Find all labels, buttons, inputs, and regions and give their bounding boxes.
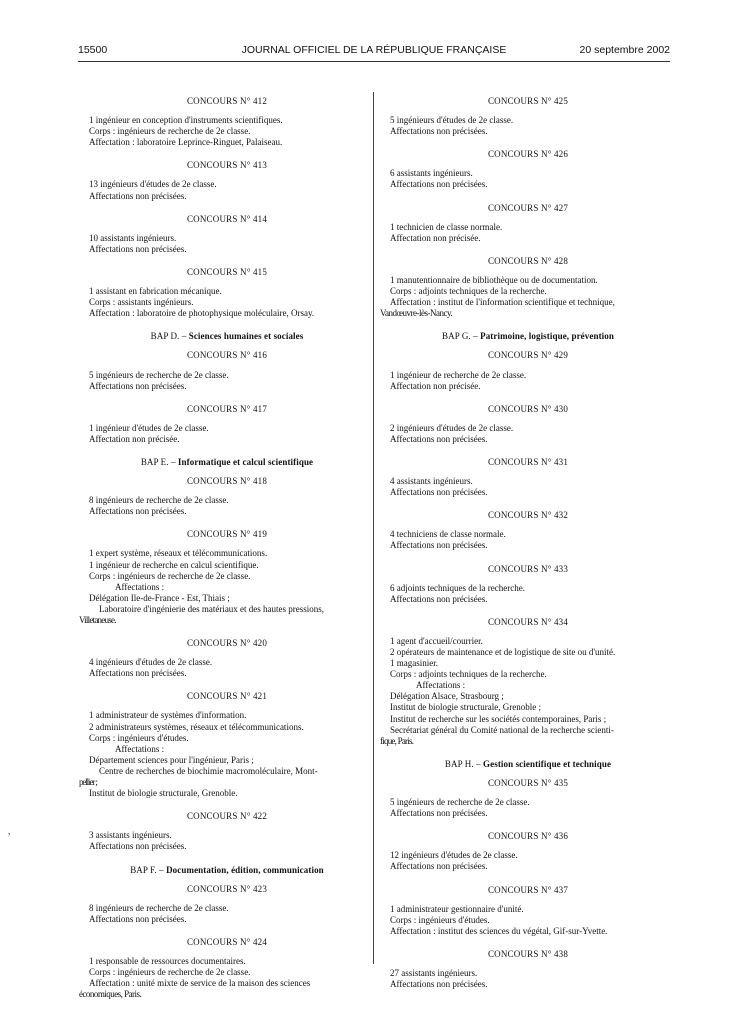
concours-title: CONCOURS N° 435 [487, 777, 569, 788]
concours-block [390, 778, 666, 831]
block-spacer [89, 202, 365, 214]
concours-block [89, 404, 365, 457]
concours-title: CONCOURS N° 425 [487, 96, 569, 106]
concours-title: CONCOURS N° 432 [487, 510, 569, 521]
concours-line: Affectation non précisée. [390, 232, 481, 243]
concours-line: Affectations : [416, 680, 466, 691]
column-divider [373, 92, 374, 964]
concours-title: CONCOURS N° 418 [186, 476, 268, 487]
concours-line: Secrétariat général du Comité national de la recherche scienti- [390, 724, 614, 735]
block-spacer [89, 679, 365, 691]
section-heading [89, 457, 365, 468]
concours-title: CONCOURS N° 416 [186, 350, 268, 361]
concours-line: 1 responsable de ressources documentaires. [89, 955, 246, 966]
concours-block [89, 160, 365, 213]
concours-title: CONCOURS N° 428 [487, 255, 569, 266]
concours-block [390, 350, 666, 403]
concours-line: 6 adjoints techniques de la recherche. [390, 582, 525, 593]
page-number: 15500 [78, 44, 108, 56]
concours-line: Affectation non précisée. [89, 433, 180, 444]
concours-line: 1 administrateur de systèmes d'information. [89, 710, 247, 721]
concours-line: Affectations non précisées. [89, 913, 187, 924]
concours-block [89, 267, 365, 331]
concours-line: Département sciences pour l'ingénieur, Paris ; [89, 754, 254, 765]
concours-block [89, 214, 365, 267]
concours-title: CONCOURS N° 436 [487, 831, 569, 842]
concours-block [390, 404, 666, 457]
concours-line: 1 manutentionnaire de bibliothèque ou de documentation. [390, 274, 598, 285]
concours-line: 27 assistants ingénieurs. [390, 967, 478, 978]
concours-line: Corps : ingénieurs de recherche de 2e classe. [89, 570, 251, 581]
concours-title: CONCOURS N° 437 [487, 884, 569, 895]
bap-prefix: BAP E. – [140, 456, 176, 467]
concours-line: 1 agent d'accueil/courrier. [390, 635, 483, 646]
header-rule [78, 61, 670, 62]
concours-title: CONCOURS N° 414 [186, 213, 268, 224]
bap-title: Informatique et calcul scientifique [177, 456, 314, 467]
concours-line: Institut de biologie structurale, Grenoble ; [390, 702, 541, 713]
block-spacer [89, 255, 365, 267]
concours-title: CONCOURS N° 424 [186, 936, 268, 947]
block-spacer [390, 319, 666, 331]
section-heading [390, 759, 666, 770]
concours-line: 8 ingénieurs de recherche de 2e classe. [89, 495, 229, 506]
concours-line: Affectations non précisées. [89, 668, 187, 679]
concours-block [380, 616, 666, 759]
concours-line: Affectations non précisées. [390, 593, 488, 604]
concours-block [390, 457, 666, 510]
concours-line: Affectations non précisées. [89, 380, 187, 391]
concours-line: Affectations non précisées. [390, 540, 488, 551]
bap-heading [390, 331, 666, 342]
concours-block [89, 638, 365, 691]
concours-block [380, 255, 666, 331]
bap-heading [89, 331, 365, 342]
journal-title: JOURNAL OFFICIEL DE LA RÉPUBLIQUE FRANÇAISE [241, 44, 507, 56]
concours-title: CONCOURS N° 413 [186, 160, 268, 171]
concours-block [89, 884, 365, 937]
block-spacer [390, 392, 666, 404]
concours-line: Corps : ingénieurs d'études. [390, 914, 490, 925]
concours-line: Institut de biologie structurale, Grenoble. [89, 788, 238, 799]
concours-block [79, 936, 365, 1012]
concours-line: 2 ingénieurs d'études de 2e classe. [390, 422, 514, 433]
concours-line: pellier ; [79, 777, 97, 788]
concours-line: Institut de recherche sur les sociétés contemporaines, Paris ; [390, 713, 607, 724]
bap-title: Patrimoine, logistique, prévention [480, 331, 614, 342]
concours-title: CONCOURS N° 433 [487, 563, 569, 574]
concours-title: CONCOURS N° 412 [186, 96, 268, 106]
block-spacer [390, 445, 666, 457]
concours-line: 3 assistants ingénieurs. [89, 830, 172, 841]
concours-line: Affectations : [115, 743, 165, 754]
bap-heading [89, 457, 365, 468]
concours-block [390, 149, 666, 202]
block-spacer [390, 937, 666, 949]
concours-block [79, 691, 365, 811]
concours-line: Affectation : unité mixte de service de la maison des sciences [89, 978, 311, 989]
concours-line: Affectations non précisées. [390, 487, 488, 498]
concours-title: CONCOURS N° 438 [487, 948, 569, 959]
concours-title: CONCOURS N° 423 [186, 883, 268, 894]
concours-line: 12 ingénieurs d'études de 2e classe. [390, 850, 518, 861]
bap-prefix: BAP F. – [130, 864, 164, 875]
concours-line: 5 ingénieurs de recherche de 2e classe. [390, 797, 530, 808]
concours-title: CONCOURS N° 415 [186, 266, 268, 277]
concours-line: Affectations non précisées. [390, 433, 488, 444]
block-spacer [89, 319, 365, 331]
block-spacer [390, 137, 666, 149]
block-spacer [390, 498, 666, 510]
concours-line: 6 assistants ingénieurs. [390, 168, 473, 179]
concours-block [390, 885, 666, 949]
concours-title: CONCOURS N° 421 [186, 691, 268, 702]
bap-prefix: BAP G. – [442, 331, 478, 342]
concours-line: 2 opérateurs de maintenance et de logistique de site ou d'unité. [390, 647, 616, 657]
concours-line: Corps : adjoints techniques de la recherche. [390, 286, 547, 297]
bap-title: Documentation, édition, communication [166, 864, 324, 875]
concours-line: 1 ingénieur de recherche en calcul scientifique. [89, 559, 259, 570]
concours-line: Affectations non précisées. [390, 126, 488, 137]
concours-line: 4 techniciens de classe normale. [390, 529, 506, 540]
block-spacer [390, 605, 666, 617]
concours-line: 1 ingénieur de recherche de 2e classe. [390, 369, 527, 380]
concours-line: Affectations non précisées. [390, 979, 488, 990]
concours-line: Corps : adjoints techniques de la recherche. [390, 669, 547, 680]
concours-line: économiques, Paris. [79, 989, 142, 1000]
concours-title: CONCOURS N° 422 [186, 811, 268, 822]
concours-line: Laboratoire d'ingénierie des matériaux et des hautes pressions, [99, 603, 325, 614]
concours-line: 2 administrateurs systèmes, réseaux et télécommunications. [89, 721, 304, 732]
concours-line: Centre de recherches de biochimie macromoléculaire, Mont- [99, 765, 318, 776]
left-column [79, 96, 365, 1012]
concours-line: Affectations non précisées. [89, 506, 187, 517]
concours-line: Corps : ingénieurs de recherche de 2e classe. [89, 126, 251, 137]
section-heading [390, 331, 666, 342]
concours-block [390, 510, 666, 563]
concours-line: 4 assistants ingénieurs. [390, 476, 473, 487]
concours-block [390, 203, 666, 256]
concours-line: 1 assistant en fabrication mécanique. [89, 286, 222, 297]
concours-line: 13 ingénieurs d'études de 2e classe. [89, 179, 217, 190]
concours-line: 10 assistants ingénieurs. [89, 232, 177, 243]
concours-line: Corps : assistants ingénieurs. [89, 297, 194, 308]
concours-line: Vandœuvre-lès-Nancy. [380, 308, 453, 319]
bap-heading [390, 759, 666, 770]
block-spacer [89, 148, 365, 160]
concours-block [390, 564, 666, 617]
section-heading [89, 865, 365, 876]
concours-line: 8 ingénieurs de recherche de 2e classe. [89, 902, 229, 913]
concours-title: CONCOURS N° 427 [487, 202, 569, 213]
concours-line: Affectations non précisées. [89, 841, 187, 852]
section-heading [89, 331, 365, 342]
bap-heading [89, 865, 365, 876]
concours-line: Affectation non précisée. [390, 380, 481, 391]
right-column [380, 96, 666, 1002]
concours-line: Délégation Ile-de-France - Est, Thiais ; [89, 592, 230, 603]
concours-block [79, 529, 365, 638]
concours-line: 1 magasinier. [390, 658, 438, 669]
margin-mark: , [8, 826, 11, 836]
bap-title: Gestion scientifique et technique [483, 758, 612, 769]
publication-date: 20 septembre 2002 [579, 44, 670, 56]
bap-title: Sciences humaines et sociales [188, 331, 304, 342]
concours-title: CONCOURS N° 429 [487, 350, 569, 361]
concours-title: CONCOURS N° 417 [186, 403, 268, 414]
concours-line: Affectation : institut des sciences du végétal, Gif-sur-Yvette. [390, 925, 608, 936]
concours-line: 5 ingénieurs d'études de 2e classe. [390, 115, 514, 126]
block-spacer [89, 445, 365, 457]
concours-line: Affectations non précisées. [390, 861, 488, 872]
concours-title: CONCOURS N° 434 [487, 616, 569, 627]
concours-line: Affectations : [115, 581, 165, 592]
concours-block [390, 96, 666, 149]
concours-line: Affectations non précisées. [89, 190, 187, 201]
concours-line: 1 technicien de classe normale. [390, 221, 503, 232]
concours-block [390, 831, 666, 884]
concours-title: CONCOURS N° 420 [186, 638, 268, 649]
concours-title: CONCOURS N° 431 [487, 456, 569, 467]
block-spacer [390, 747, 666, 759]
block-spacer [390, 990, 666, 1002]
concours-line: Corps : ingénieurs d'études. [89, 732, 189, 743]
block-spacer [89, 392, 365, 404]
block-spacer [390, 244, 666, 256]
concours-line: Délégation Alsace, Strasbourg ; [390, 691, 504, 702]
concours-line: fique, Paris. [380, 735, 414, 746]
bap-prefix: BAP D. – [150, 331, 187, 342]
concours-line: 1 ingénieur d'études de 2e classe. [89, 422, 209, 433]
concours-block [89, 350, 365, 403]
concours-line: 1 ingénieur en conception d'instruments scientifiques. [89, 115, 283, 126]
concours-title: CONCOURS N° 419 [186, 529, 268, 540]
block-spacer [390, 873, 666, 885]
concours-line: 4 ingénieurs d'études de 2e classe. [89, 657, 213, 668]
concours-line: 5 ingénieurs de recherche de 2e classe. [89, 369, 229, 380]
page-header [78, 44, 670, 60]
concours-line: 1 administrateur gestionnaire d'unité. [390, 903, 524, 914]
concours-title: CONCOURS N° 430 [487, 403, 569, 414]
concours-title: CONCOURS N° 426 [487, 149, 569, 160]
concours-line: Affectation : institut de l'information scientifique et technique, [390, 297, 615, 308]
block-spacer [89, 1000, 365, 1012]
block-spacer [89, 517, 365, 529]
concours-block [390, 949, 666, 1002]
concours-line: Affectations non précisées. [390, 808, 488, 819]
concours-block [89, 476, 365, 529]
concours-line: Affectations non précisées. [390, 179, 488, 190]
concours-block [89, 811, 365, 864]
bap-prefix: BAP H. – [444, 758, 481, 769]
block-spacer [89, 626, 365, 638]
concours-line: 1 expert système, réseaux et télécommunications. [89, 548, 268, 559]
concours-line: Affectations non précisées. [89, 243, 187, 254]
block-spacer [89, 853, 365, 865]
concours-block [89, 96, 365, 160]
block-spacer [390, 819, 666, 831]
block-spacer [390, 191, 666, 203]
concours-line: Affectation : laboratoire de photophysique moléculaire, Orsay. [89, 308, 315, 319]
concours-line: Corps : ingénieurs de recherche de 2e classe. [89, 967, 251, 978]
concours-line: Affectation : laboratoire Leprince-Ringuet, Palaiseau. [89, 137, 283, 148]
block-spacer [89, 925, 365, 937]
concours-line: Villetaneuse. [79, 615, 116, 625]
block-spacer [390, 552, 666, 564]
block-spacer [89, 799, 365, 811]
